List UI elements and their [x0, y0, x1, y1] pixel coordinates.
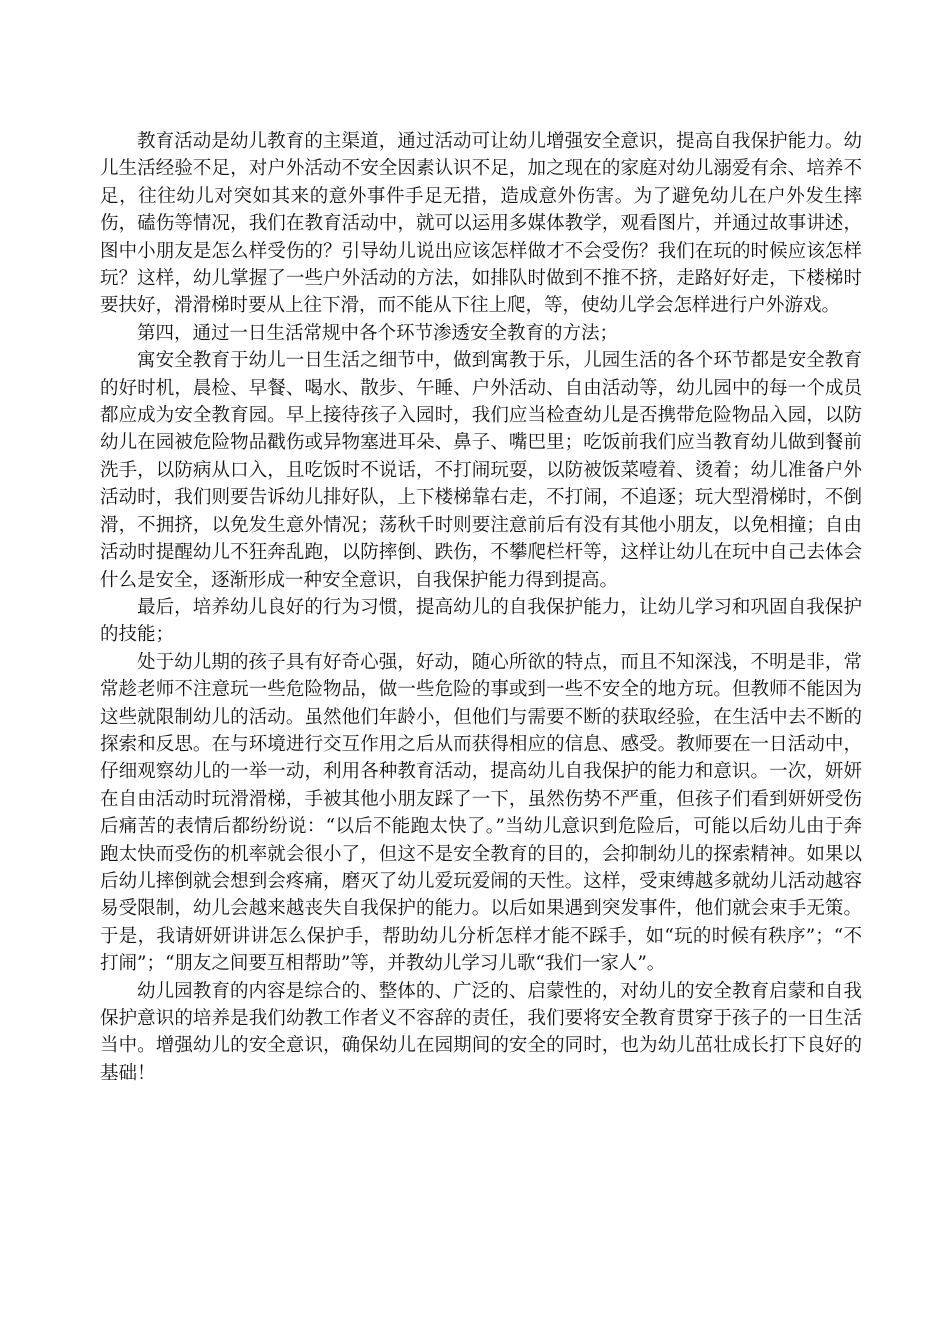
paragraph-education-activities: 教育活动是幼儿教育的主渠道，通过活动可让幼儿增强安全意识，提高自我保护能力。幼儿生活经验不足，对户外活动不安全因素认识不足，加之现在的家庭对幼儿溺爱有余、培养不足，往往幼儿对突如其来的意外事件手足无措，造成意外伤害。为了避免幼儿在户外发生摔伤，磕伤等情况，我们在教育活动中，就可以运用多媒体教学，观看图片，并通过故事讲述，图中小朋友是怎么样受伤的？引导幼儿说出应该怎样做才不会受伤？我们在玩的时候应该怎样玩？这样，幼儿掌握了一些户外活动的方法，如排队时做到不推不挤，走路好好走，下楼梯时要扶好，滑滑梯时要从上往下滑，而不能从下往上爬，等，使幼儿学会怎样进行户外游戏。 — [100, 131, 862, 317]
paragraph-finally-heading: 最后，培养幼儿良好的行为习惯，提高幼儿的自我保护能力，让幼儿学习和巩固自我保护的技能； — [100, 596, 862, 646]
paragraph-child-behavior: 处于幼儿期的孩子具有好奇心强，好动，随心所欲的特点，而且不知深浅，不明是非，常常趁老师不注意玩一些危险物品，做一些危险的事或到一些不安全的地方玩。但教师不能因为这些就限制幼儿的活动。虽然他们年龄小，但他们与需要不断的获取经验，在生活中去不断的探索和反思。在与环境进行交互作用之后从而获得相应的信息、感受。教师要在一日活动中，仔细观察幼儿的一举一动，利用各种教育活动，提高幼儿自我保护的能力和意识。一次，妍妍在自由活动时玩滑滑梯，手被其他小朋友踩了一下，虽然伤势不严重，但孩子们看到妍妍受伤后痛苦的表情后都纷纷说：“以后不能跑太快了。”当幼儿意识到危险后，可能以后幼儿由于奔跑太快而受伤的机率就会很小了，但这不是安全教育的目的，会抑制幼儿的探索精神。如果以后幼儿摔倒就会想到会疼痛，磨灭了幼儿爱玩爱闹的天性。这样，受束缚越多就幼儿活动越容易受限制，幼儿会越来越丧失自我保护的能力。以后如果遇到突发事件，他们就会束手无策。于是，我请妍妍讲讲怎么保护手，帮助幼儿分析怎样才能不踩手，如“玩的时候有秩序”；“不打闹”；“朋友之间要互相帮助”等，并教幼儿学习儿歌“我们一家人”。 — [100, 651, 862, 975]
paragraph-conclusion: 幼儿园教育的内容是综合的、整体的、广泛的、启蒙性的，对幼儿的安全教育启蒙和自我保护意识的培养是我们幼教工作者义不容辞的责任，我们要将安全教育贯穿于孩子的一日生活当中。增强幼儿的安全意识，确保幼儿在园期间的安全的同时，也为幼儿茁壮成长打下良好的基础！ — [100, 980, 862, 1084]
paragraph-daily-life-safety: 寓安全教育于幼儿一日生活之细节中，做到寓教于乐，儿园生活的各个环节都是安全教育的好时机，晨检、早餐、喝水、散步、午睡、户外活动、自由活动等，幼儿园中的每一个成员都应成为安全教育园。早上接待孩子入园时，我们应当检查幼儿是否携带危险物品入园，以防幼儿在园被危险物品戳伤或异物塞进耳朵、鼻子、嘴巴里；吃饭前我们应当教育幼儿做到餐前洗手，以防病从口入，且吃饭时不说话，不打闹玩耍，以防被饭菜噎着、烫着；幼儿准备户外活动时，我们则要告诉幼儿排好队，上下楼梯靠右走，不打闹，不追逐；玩大型滑梯时，不倒滑，不拥挤，以免发生意外情况；荡秋千时则要注意前后有没有其他小朋友，以免相撞；自由活动时提醒幼儿不狂奔乱跑，以防摔倒、跌伤，不攀爬栏杆等，这样让幼儿在玩中自己去体会什么是安全，逐渐形成一种安全意识，自我保护能力得到提高。 — [100, 350, 862, 591]
document-body — [100, 128, 862, 1087]
paragraph-fourth-heading: 第四，通过一日生活常规中各个环节渗透安全教育的方法； — [137, 322, 619, 344]
